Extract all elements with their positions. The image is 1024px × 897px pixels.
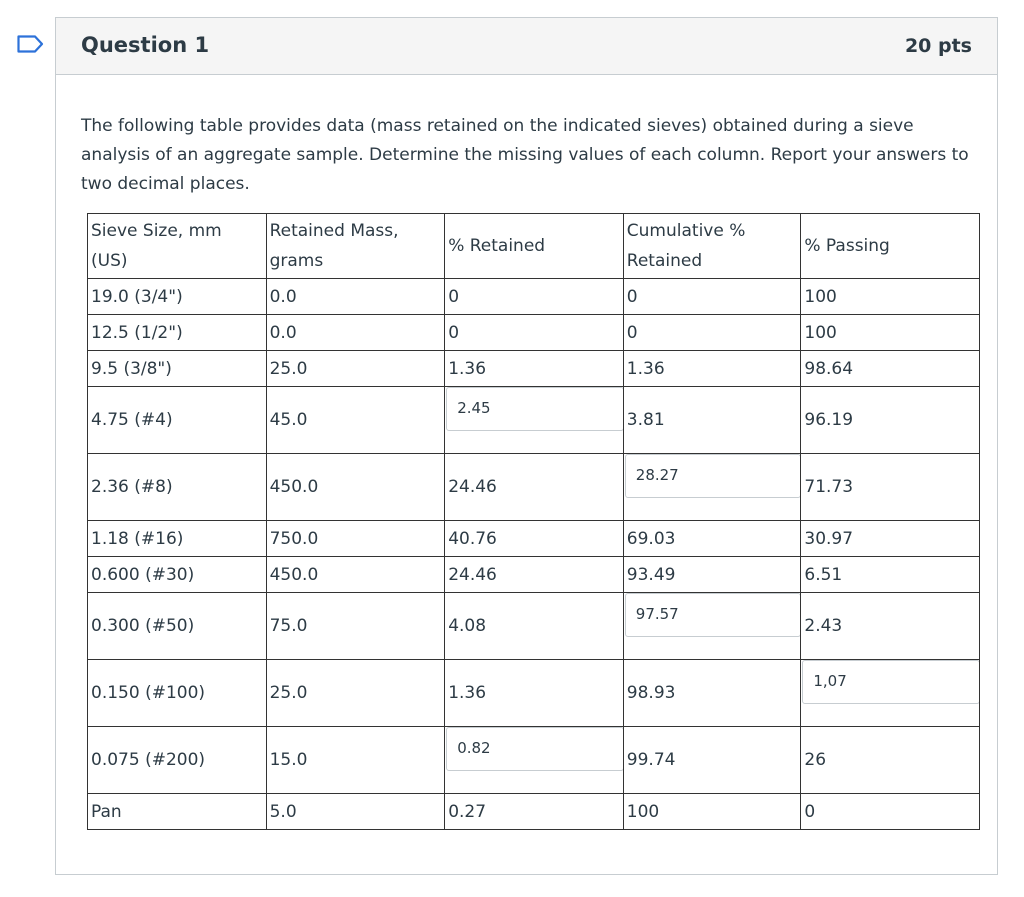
pct-retained-cell: 4.08	[445, 593, 624, 660]
pct-retained-cell: 0	[445, 279, 624, 315]
pct-retained-cell: 1.36	[445, 351, 624, 387]
pct-retained-answer-input[interactable]: 0.82	[446, 727, 624, 771]
bookmark-flag-icon[interactable]	[17, 35, 44, 53]
question-points: 20 pts	[904, 35, 972, 57]
cum-retained-cell	[623, 593, 801, 660]
cum-retained-cell: 0	[623, 279, 801, 315]
pct-passing-answer-input[interactable]: 1,07	[802, 660, 980, 704]
sieve-cell: 0.300 (#50)	[88, 593, 267, 660]
question-prompt: The following table provides data (mass retained on the indicated sieves) obtained during a sieve analysis of an aggregate sample. Determine the missing values of each column. Report your answers to two decimal places.	[81, 116, 969, 194]
header-sieve-size: Sieve Size, mm (US)	[88, 214, 267, 279]
cum-retained-cell: 0	[623, 315, 801, 351]
table-row	[88, 557, 980, 593]
header-retained-mass-line1: Retained Mass,	[269, 221, 399, 241]
pct-passing-cell: 26	[801, 727, 980, 794]
table-row	[88, 660, 980, 727]
mass-cell: 25.0	[266, 660, 445, 727]
sieve-cell: 0.600 (#30)	[88, 557, 267, 593]
sieve-analysis-table	[87, 213, 980, 830]
pct-retained-cell: 1.36	[445, 660, 624, 727]
pct-retained-cell: 0	[445, 315, 624, 351]
header-cumulative-line2: Retained	[626, 251, 703, 271]
table-row	[88, 794, 980, 830]
pct-retained-cell: 0.27	[445, 794, 624, 830]
mass-cell: 750.0	[266, 521, 445, 557]
cum-retained-cell: 69.03	[623, 521, 801, 557]
pct-retained-answer-input[interactable]: 2.45	[446, 387, 624, 431]
cum-retained-cell: 99.74	[623, 727, 801, 794]
table-row	[88, 279, 980, 315]
mass-cell: 75.0	[266, 593, 445, 660]
table-row	[88, 727, 980, 794]
table-row	[88, 315, 980, 351]
mass-cell: 25.0	[266, 351, 445, 387]
pct-passing-cell: 98.64	[801, 351, 980, 387]
header-cumulative-retained	[623, 214, 801, 279]
mass-cell: 5.0	[266, 794, 445, 830]
cum-retained-cell	[623, 454, 801, 521]
table-row	[88, 521, 980, 557]
pct-retained-cell	[445, 727, 624, 794]
header-cumulative-line1: Cumulative %	[626, 221, 746, 241]
mass-cell: 450.0	[266, 557, 445, 593]
pct-passing-cell: 100	[801, 315, 980, 351]
sieve-cell: 0.075 (#200)	[88, 727, 267, 794]
sieve-cell: 0.150 (#100)	[88, 660, 267, 727]
pct-passing-cell: 2.43	[801, 593, 980, 660]
sieve-cell: 19.0 (3/4")	[88, 279, 267, 315]
sieve-cell: 2.36 (#8)	[88, 454, 267, 521]
mass-cell: 450.0	[266, 454, 445, 521]
table-header-row	[88, 214, 980, 279]
pct-retained-cell: 24.46	[445, 557, 624, 593]
mass-cell: 0.0	[266, 315, 445, 351]
cum-retained-cell: 3.81	[623, 387, 801, 454]
pct-passing-cell: 100	[801, 279, 980, 315]
question-card	[55, 17, 998, 875]
pct-retained-cell: 40.76	[445, 521, 624, 557]
pct-passing-cell: 71.73	[801, 454, 980, 521]
mass-cell: 45.0	[266, 387, 445, 454]
table-row	[88, 387, 980, 454]
cum-retained-answer-input[interactable]: 97.57	[625, 593, 802, 637]
pct-retained-cell	[445, 387, 624, 454]
cum-retained-cell: 100	[623, 794, 801, 830]
mass-cell: 0.0	[266, 279, 445, 315]
table-row	[88, 593, 980, 660]
pct-passing-cell	[801, 660, 980, 727]
cum-retained-cell: 98.93	[623, 660, 801, 727]
question-title: Question 1	[81, 33, 210, 57]
header-percent-passing: % Passing	[801, 214, 980, 279]
header-percent-retained: % Retained	[445, 214, 624, 279]
question-header	[56, 18, 997, 75]
sieve-cell: 4.75 (#4)	[88, 387, 267, 454]
header-retained-mass	[266, 214, 445, 279]
cum-retained-cell: 1.36	[623, 351, 801, 387]
pct-passing-cell: 0	[801, 794, 980, 830]
pct-passing-cell: 30.97	[801, 521, 980, 557]
pct-passing-cell: 6.51	[801, 557, 980, 593]
sieve-cell: Pan	[88, 794, 267, 830]
cum-retained-answer-input[interactable]: 28.27	[625, 454, 802, 498]
cum-retained-cell: 93.49	[623, 557, 801, 593]
table-row	[88, 351, 980, 387]
sieve-cell: 1.18 (#16)	[88, 521, 267, 557]
pct-passing-cell: 96.19	[801, 387, 980, 454]
sieve-cell: 12.5 (1/2")	[88, 315, 267, 351]
table-row	[88, 454, 980, 521]
mass-cell: 15.0	[266, 727, 445, 794]
sieve-cell: 9.5 (3/8")	[88, 351, 267, 387]
pct-retained-cell: 24.46	[445, 454, 624, 521]
header-retained-mass-line2: grams	[269, 251, 324, 271]
